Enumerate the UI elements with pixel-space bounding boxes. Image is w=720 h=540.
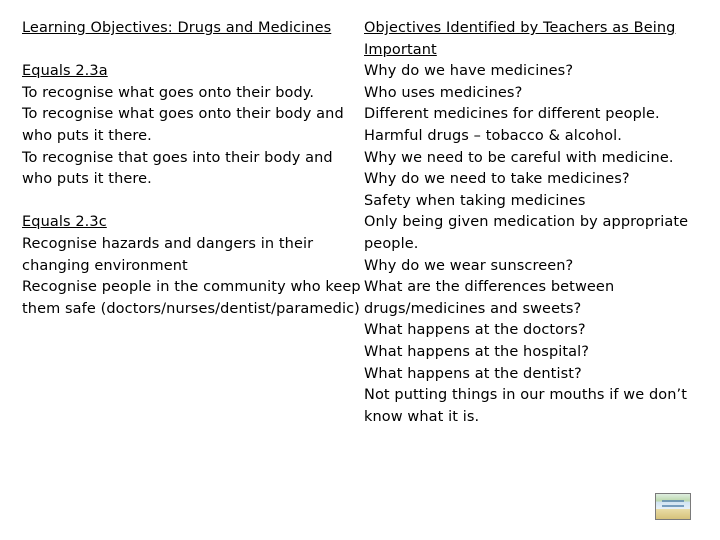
- question-line: Different medicines for different people.: [364, 106, 660, 123]
- question-line: What are the differences between: [364, 279, 615, 296]
- objective-line: To recognise what goes onto their body.: [22, 84, 315, 101]
- equals-2-3c-code: Equals 2.3c: [22, 214, 107, 231]
- question-line: Safety when taking medicines: [364, 192, 586, 209]
- question-line: What happens at the dentist?: [364, 365, 582, 382]
- equals-2-3a-code: Equals 2.3a: [22, 63, 108, 80]
- question-line: Why do we need to take medicines?: [364, 171, 630, 188]
- question-line: Who uses medicines?: [364, 84, 523, 101]
- slide-thumbnail-image: [655, 493, 691, 520]
- question-line: Why do we wear sunscreen?: [364, 257, 574, 274]
- thumbnail-stripe: [662, 500, 684, 502]
- thumbnail-stripe: [662, 505, 684, 507]
- learning-objectives-heading: Learning Objectives: Drugs and Medicines: [22, 20, 332, 36]
- question-line: Only being given medication by appropriate: [364, 214, 689, 231]
- objective-line: To recognise that goes into their body and: [22, 149, 333, 166]
- question-line: What happens at the doctors?: [364, 322, 586, 339]
- spacer: [22, 40, 367, 62]
- question-line: Not putting things in our mouths if we don’t: [364, 387, 688, 404]
- question-line: Why we need to be careful with medicine.: [364, 149, 674, 166]
- objective-line: who puts it there.: [22, 127, 152, 144]
- question-line: Why do we have medicines?: [364, 63, 574, 80]
- question-line: What happens at the hospital?: [364, 343, 590, 360]
- objective-line: To recognise what goes onto their body and: [22, 106, 344, 123]
- objective-line: Recognise people in the community who keep: [22, 279, 361, 296]
- objective-line: who puts it there.: [22, 171, 152, 188]
- objective-line: them safe (doctors/nurses/dentist/paramedic): [22, 300, 360, 317]
- teacher-objectives-heading-line2: Important: [364, 41, 437, 58]
- learning-objectives-column: [22, 18, 367, 320]
- question-line: people.: [364, 235, 419, 252]
- question-line: Harmful drugs – tobacco & alcohol.: [364, 127, 622, 144]
- question-line: drugs/medicines and sweets?: [364, 300, 582, 317]
- spacer: [22, 191, 367, 213]
- teacher-objectives-column: [364, 18, 704, 428]
- objective-line: changing environment: [22, 257, 188, 274]
- teacher-objectives-heading-line1: Objectives Identified by Teachers as Being: [364, 20, 676, 36]
- question-line: know what it is.: [364, 408, 480, 425]
- objective-line: Recognise hazards and dangers in their: [22, 235, 314, 252]
